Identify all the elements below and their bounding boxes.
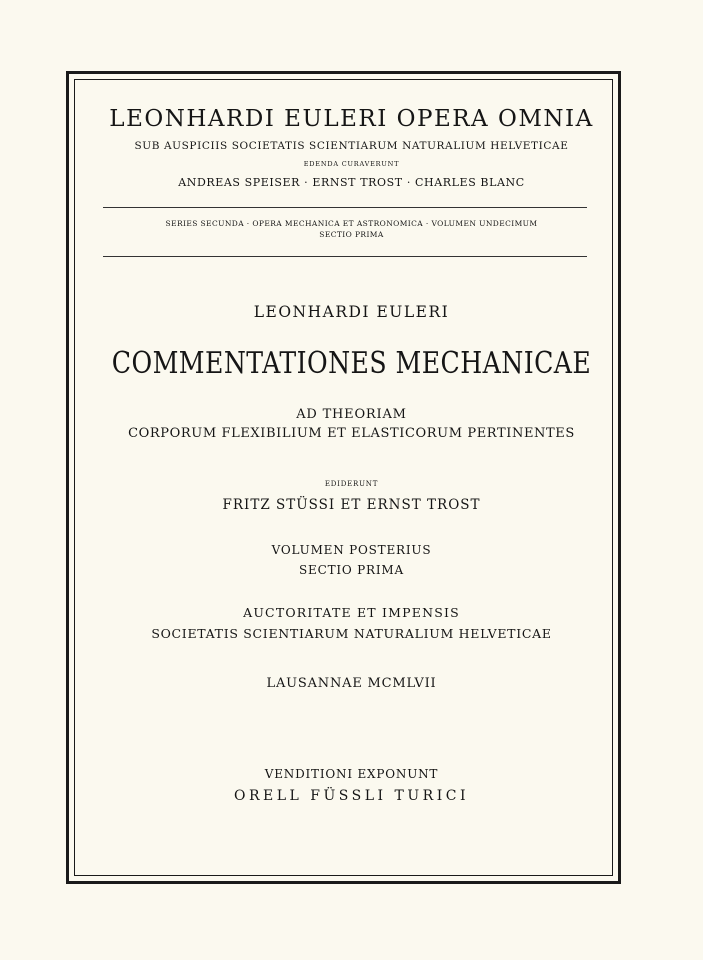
place-year: LAUSANNAE MCMLVII xyxy=(266,676,437,691)
header-rule-bottom xyxy=(103,256,587,257)
work-title: COMMENTATIONES MECHANICAE xyxy=(111,346,592,381)
edenda-label: EDENDA CURAVERUNT xyxy=(303,160,400,168)
societas-line: SOCIETATIS SCIENTIARUM NATURALIUM HELVETICAE xyxy=(151,626,552,641)
venditioni-line: VENDITIONI EXPONUNT xyxy=(264,767,439,781)
volume-label: VOLUMEN POSTERIUS xyxy=(271,543,432,557)
auctoritate-line: AUCTORITATE ET IMPENSIS xyxy=(243,605,460,620)
work-author: LEONHARDI EULERI xyxy=(253,303,450,321)
work-subtitle-line2: CORPORUM FLEXIBILIUM ET ELASTICORUM PERTINENTES xyxy=(128,426,575,441)
series-sectio: SECTIO PRIMA xyxy=(319,230,384,239)
inner-border-frame xyxy=(74,79,613,876)
auspices-line: SUB AUSPICIIS SOCIETATIS SCIENTIARUM NATURALIUM HELVETICAE xyxy=(134,140,569,152)
work-subtitle-line1: AD THEORIAM xyxy=(296,407,407,422)
section-label: SECTIO PRIMA xyxy=(299,563,404,577)
ediderunt-label: EDIDERUNT xyxy=(324,480,379,488)
publisher-name: ORELL FÜSSLI TURICI xyxy=(234,788,469,804)
series-title: LEONHARDI EULERI OPERA OMNIA xyxy=(109,106,594,132)
series-editors: ANDREAS SPEISER · ERNST TROST · CHARLES BLANC xyxy=(178,176,525,189)
work-editors: FRITZ STÜSSI ET ERNST TROST xyxy=(222,497,481,513)
header-rule-top xyxy=(103,207,587,208)
series-info: SERIES SECUNDA · OPERA MECHANICA ET ASTRONOMICA · VOLUMEN UNDECIMUM xyxy=(165,219,538,228)
outer-border-frame xyxy=(66,71,621,884)
